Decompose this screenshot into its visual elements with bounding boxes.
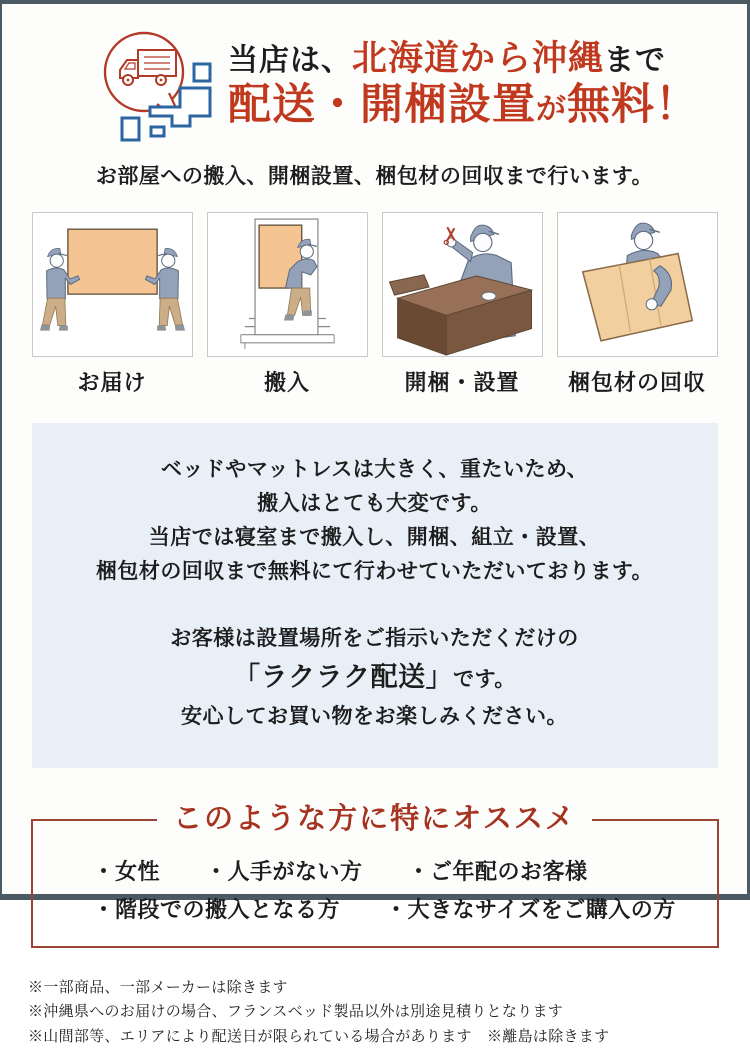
headline-line1-red: 北海道から沖縄	[352, 39, 605, 78]
step-label-packaging-collection: 梱包材の回収	[567, 370, 706, 395]
headline	[228, 30, 699, 130]
step-delivery	[32, 212, 193, 397]
step-label-carry-in: 搬入	[263, 370, 310, 395]
recommend-section	[31, 804, 719, 948]
step-packaging-collection	[557, 212, 718, 397]
step-label-unpack-setup: 開梱・設置	[404, 370, 520, 395]
info-line: 当店では寝室まで搬入し、開梱、組立・設置、	[148, 526, 601, 550]
step-label-delivery: お届け	[77, 370, 147, 395]
packaging-collection-illustration	[557, 212, 718, 357]
headline-line1-pre: 当店は、	[228, 44, 352, 77]
service-description-box	[32, 423, 718, 768]
info-line: 梱包材の回収まで無料にて行わせていただいております。	[95, 560, 654, 584]
step-unpack-setup	[382, 212, 543, 397]
header	[94, 30, 747, 144]
headline-line1	[228, 40, 699, 79]
footnotes	[28, 976, 747, 1050]
info-line: お客様は設置場所をご指示いただくだけの	[170, 627, 579, 651]
recommend-title-text: このような方に特にオススメ	[157, 803, 592, 835]
delivery-illustration	[32, 212, 193, 357]
headline-line1-post: まで	[604, 44, 667, 77]
info-line: ベッドやマットレスは大きく、重たいため、	[160, 458, 589, 481]
recommend-row-1: ・女性 ・人手がない方 ・ご年配のお客様	[92, 858, 588, 884]
recommend-title	[31, 804, 719, 836]
unpack-setup-illustration	[382, 212, 543, 357]
info-line-rakuraku	[42, 656, 708, 700]
recommend-row-2: ・階段での搬入となる方 ・大きなサイズをご購入の方	[92, 897, 676, 923]
footnote: ※沖縄県へのお届けの場合、フランスベッド製品以外は別途見積りとなります	[28, 1003, 564, 1021]
step-carry-in	[207, 212, 368, 397]
carry-in-illustration	[207, 212, 368, 357]
headline-line2-main: 配送・開梱設置	[228, 80, 536, 129]
rakuraku-delivery-label: 「ラクラク配送」	[233, 662, 454, 693]
truck-japan-map-icon	[94, 30, 216, 144]
headline-line2	[228, 81, 699, 130]
service-steps	[32, 212, 718, 397]
rakuraku-suffix: です。	[453, 668, 516, 692]
headline-line2-free: 無料！	[567, 80, 699, 129]
headline-line2-ga: が	[536, 92, 567, 126]
footnote: ※山間部等、エリアにより配送日が限られている場合があります ※離島は除きます	[28, 1028, 610, 1046]
info-line: 安心してお買い物をお楽しみください。	[181, 704, 568, 728]
subtitle: お部屋への搬入、開梱設置、梱包材の回収まで行います。	[95, 165, 654, 188]
info-line: 搬入はとても大変です。	[257, 492, 492, 516]
recommend-box	[31, 819, 719, 948]
footnote: ※一部商品、一部メーカーは除きます	[28, 978, 288, 996]
